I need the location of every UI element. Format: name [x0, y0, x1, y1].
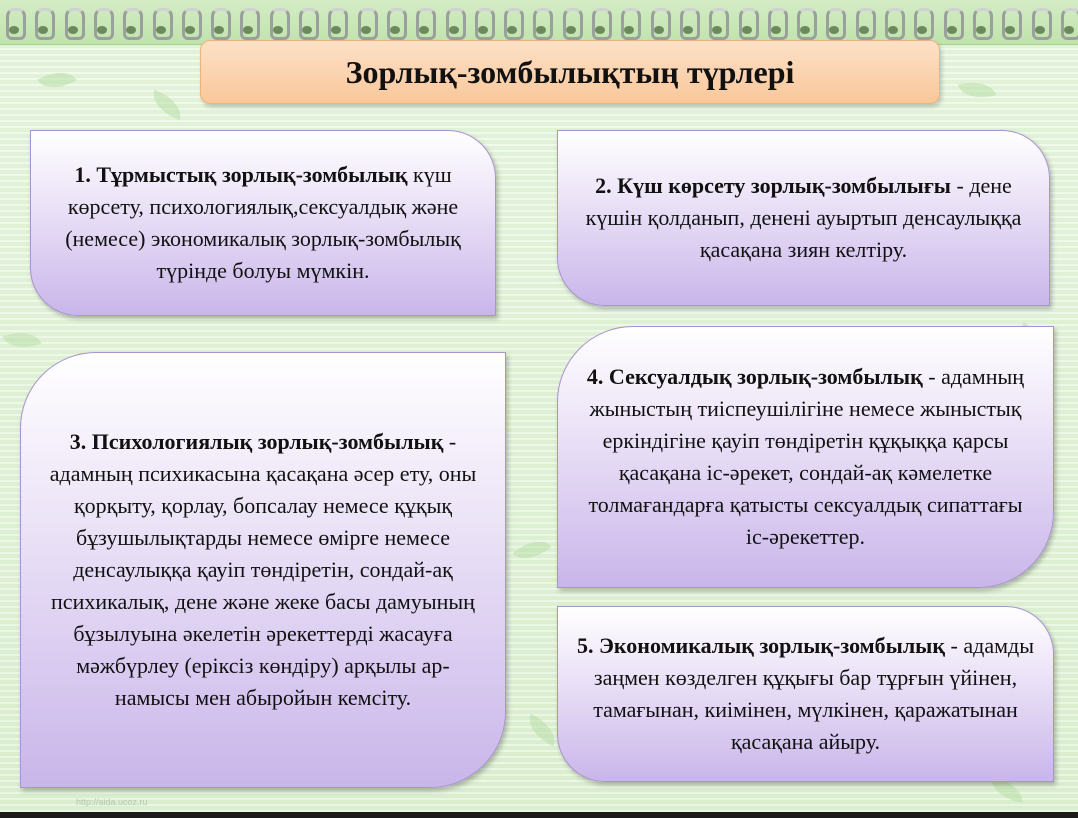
- violence-type-card-physical: [557, 130, 1050, 306]
- binding-ring: [6, 8, 26, 40]
- binding-hole: [976, 26, 986, 34]
- bottom-border: [0, 812, 1078, 818]
- binding-hole: [1064, 26, 1074, 34]
- violence-type-card-sexual: [557, 326, 1054, 588]
- binding-ring: [680, 8, 700, 40]
- card-body: күш көрсету, психологиялық,сексуалдық және (немесе) экономикалық зорлық-зомбылық түрінде болуы мүмкін.: [65, 162, 461, 283]
- binding-ring: [153, 8, 173, 40]
- binding-ring: [709, 8, 729, 40]
- card-body: - дене күшін қолданып, денені ауыртып денсаулыққа қасақана зиян келтіру.: [585, 173, 1022, 262]
- binding-hole: [566, 26, 576, 34]
- binding-ring: [592, 8, 612, 40]
- violence-type-card-economic: [557, 606, 1054, 782]
- leaf-decoration: [148, 90, 187, 120]
- card-text: [41, 426, 485, 714]
- binding-hole: [478, 26, 488, 34]
- binding-hole: [361, 26, 371, 34]
- binding-hole: [185, 26, 195, 34]
- binding-hole: [654, 26, 664, 34]
- card-text: [572, 170, 1035, 266]
- binding-hole: [9, 26, 19, 34]
- binding-ring: [944, 8, 964, 40]
- binding-hole: [68, 26, 78, 34]
- binding-hole: [449, 26, 459, 34]
- binding-ring: [416, 8, 436, 40]
- binding-hole: [97, 26, 107, 34]
- binding-ring: [797, 8, 817, 40]
- binding-ring: [328, 8, 348, 40]
- binding-ring: [270, 8, 290, 40]
- binding-ring: [1061, 8, 1078, 40]
- binding-ring: [826, 8, 846, 40]
- binding-ring: [651, 8, 671, 40]
- binding-hole: [1035, 26, 1045, 34]
- card-heading: 1. Тұрмыстық зорлық-зомбылық: [74, 162, 408, 187]
- card-text: [576, 361, 1035, 553]
- binding-ring: [856, 8, 876, 40]
- card-heading: 3. Психологиялық зорлық-зомбылық: [69, 429, 444, 454]
- title-banner: [200, 40, 940, 104]
- binding-hole: [302, 26, 312, 34]
- binding-hole: [947, 26, 957, 34]
- binding-ring: [65, 8, 85, 40]
- leaf-decoration: [958, 76, 996, 104]
- binding-ring: [387, 8, 407, 40]
- binding-ring: [914, 8, 934, 40]
- card-text: [45, 159, 481, 287]
- binding-ring: [35, 8, 55, 40]
- violence-type-card-psychological: [20, 352, 506, 788]
- binding-ring: [358, 8, 378, 40]
- binding-ring: [446, 8, 466, 40]
- binding-hole: [742, 26, 752, 34]
- binding-ring: [240, 8, 260, 40]
- card-body: - адамның психикасына қасақана әсер ету, оны қорқыту, қорлау, бопсалау немесе құқық бұзушылықтарды немесе өмірге немесе денсаулыққа қауіп төндіретін, сондай-ақ психикалық, дене және жеке басы дамуының бұзылуына әкелетін әрекеттерді жасауға мәжбүрлеу (еріксіз көндіру) арқылы ар-намысы мен абыройын кемсіту.: [49, 429, 477, 710]
- binding-ring: [475, 8, 495, 40]
- binding-ring: [739, 8, 759, 40]
- leaf-decoration: [522, 714, 561, 746]
- binding-hole: [390, 26, 400, 34]
- binding-ring: [182, 8, 202, 40]
- binding-ring: [563, 8, 583, 40]
- binding-ring: [973, 8, 993, 40]
- binding-ring: [123, 8, 143, 40]
- binding-ring: [1002, 8, 1022, 40]
- binding-ring: [533, 8, 553, 40]
- binding-ring: [621, 8, 641, 40]
- binding-hole: [156, 26, 166, 34]
- binding-ring: [885, 8, 905, 40]
- binding-hole: [859, 26, 869, 34]
- card-text: [574, 630, 1037, 758]
- binding-ring: [94, 8, 114, 40]
- card-heading: 2. Күш көрсету зорлық-зомбылығы: [595, 173, 951, 198]
- card-heading: 5. Экономикалық зорлық-зомбылық: [577, 633, 946, 658]
- leaf-decoration: [37, 63, 76, 97]
- binding-hole: [888, 26, 898, 34]
- binding-ring: [211, 8, 231, 40]
- card-body: - адамды заңмен көзделген құқығы бар тұрғын үйінен, тамағынан, киімінен, мүлкінен, қаражатынан қасақана айыру.: [593, 633, 1034, 754]
- leaf-decoration: [3, 325, 42, 355]
- violence-type-card-domestic: [30, 130, 496, 316]
- binding-ring: [768, 8, 788, 40]
- card-heading: 4. Сексуалдық зорлық-зомбылық: [586, 364, 923, 389]
- binding-hole: [595, 26, 605, 34]
- binding-hole: [771, 26, 781, 34]
- binding-ring: [299, 8, 319, 40]
- binding-hole: [683, 26, 693, 34]
- binding-ring: [1032, 8, 1052, 40]
- leaf-decoration: [513, 531, 552, 568]
- card-body: - адамның жыныстың тиіспеушілігіне немесе жыныстық еркіндігіне қауіп төндіретін құқыққа қарсы қасақана іс-әрекет, сондай-ақ кәмелетке толмағандарға қатысты сексуалдық сипаттағы іс-әрекеттер.: [588, 364, 1025, 549]
- watermark-url: http://aida.ucoz.ru: [76, 797, 148, 807]
- slide-title: Зорлық-зомбылықтың түрлері: [345, 53, 795, 90]
- binding-ring: [504, 8, 524, 40]
- binding-hole: [273, 26, 283, 34]
